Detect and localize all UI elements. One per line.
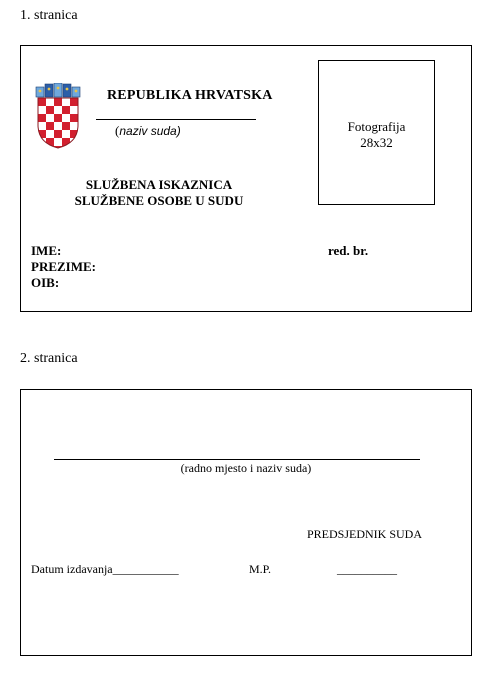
signatory-title: PREDSJEDNIK SUDA: [307, 527, 423, 541]
issue-date-row: [31, 562, 179, 577]
issue-date-label: Datum izdavanja: [31, 562, 113, 576]
workplace-line: [54, 459, 420, 460]
workplace-caption: (radno mjesto i naziv suda): [180, 461, 312, 475]
id-card-back: [20, 389, 472, 656]
coat-of-arms-icon: [33, 83, 83, 149]
photo-box: [318, 60, 435, 205]
field-red-br: red. br.: [328, 243, 369, 258]
court-caption-text: naziv suda): [119, 124, 181, 138]
photo-box-label: Fotografija: [347, 119, 406, 134]
field-prezime: PREZIME:: [31, 259, 96, 274]
issue-date-blank: ___________: [112, 562, 179, 576]
field-ime: IME:: [31, 243, 62, 258]
signature-blank: __________: [337, 562, 397, 576]
id-card-front: [20, 45, 472, 312]
republic-header: REPUBLIKA HRVATSKA: [107, 88, 273, 103]
court-name-line: [96, 119, 256, 120]
card-title-line1: SLUŽBENA ISKAZNICA: [85, 177, 233, 192]
photo-box-size: 28x32: [360, 135, 393, 150]
page-2-label: 2. stranica: [20, 351, 78, 366]
card-title-line2: SLUŽBENE OSOBE U SUDU: [74, 193, 244, 208]
stamp-label: M.P.: [249, 562, 272, 576]
field-oib: OIB:: [31, 275, 60, 290]
court-caption-paren: (: [115, 123, 120, 138]
page-1-label: 1. stranica: [20, 8, 78, 23]
court-name-caption: [115, 123, 181, 139]
